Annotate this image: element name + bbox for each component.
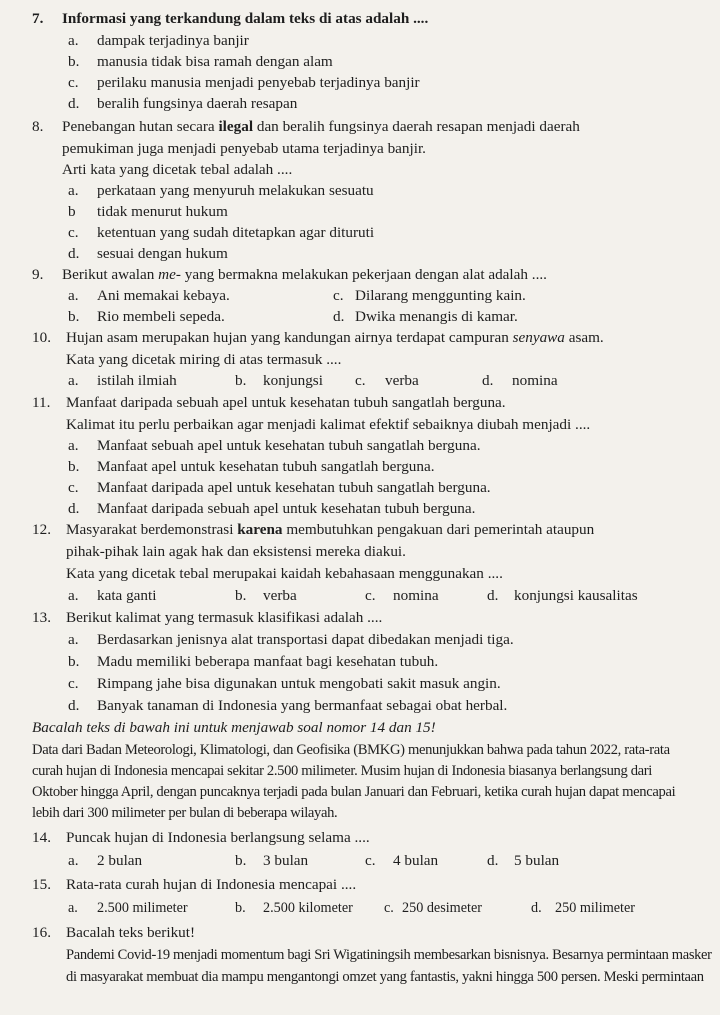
q12-option-d-letter: d. [487, 587, 499, 604]
q10-number: 10. [32, 329, 51, 346]
q12-bold-word: karena [237, 521, 283, 538]
q9-option-b: Rio membeli sepeda. [97, 308, 225, 325]
q15-option-d-letter: d. [531, 900, 542, 916]
q14-option-b: 3 bulan [263, 852, 309, 869]
q9-option-d: Dwika menangis di kamar. [355, 308, 518, 325]
q13-option-c-letter: c. [68, 675, 79, 692]
q15-number: 15. [32, 876, 51, 893]
q16-question: Bacalah teks berikut! [66, 924, 196, 941]
q12-text-part-1: Masyarakat berdemonstrasi [66, 521, 238, 538]
q9-text-part-2: yang bermakna melakukan pekerjaan dengan alat adalah .... [180, 266, 547, 283]
q15-question: Rata-rata curah hujan di Indonesia mencapai .... [66, 876, 357, 893]
q11-option-d: Manfaat daripada sebuah apel untuk kesehatan tubuh berguna. [97, 500, 476, 517]
q8-option-a-letter: a. [68, 182, 79, 199]
q10-text-part-2: asam. [564, 329, 604, 346]
q10-option-a-letter: a. [68, 372, 79, 389]
q14-question: Puncak hujan di Indonesia berlangsung selama .... [66, 829, 370, 846]
q8-bold-word: ilegal [218, 118, 254, 135]
q14-number: 14. [32, 829, 51, 846]
q8-question-line-3: Arti kata yang dicetak tebal adalah .... [62, 161, 293, 178]
q12-option-c: nomina [393, 587, 439, 604]
q9-option-c-letter: c. [333, 287, 344, 304]
q9-italic-affix: me- [158, 266, 181, 283]
q11-question-line-2: Kalimat itu perlu perbaikan agar menjadi kalimat efektif sebaiknya diubah menjadi .... [66, 416, 591, 433]
q13-option-b-letter: b. [68, 653, 80, 670]
q15-option-a-letter: a. [68, 900, 78, 916]
reading-instruction: Bacalah teks di bawah ini untuk menjawab soal nomor 14 dan 15! [32, 719, 436, 736]
q12-question-line-2: pihak-pihak lain agak hak dan eksistensi mereka diakui. [66, 543, 406, 560]
q8-option-c-letter: c. [68, 224, 79, 241]
q10-option-d-letter: d. [482, 372, 494, 389]
q8-option-b-letter: b [68, 203, 76, 220]
q7-number: 7. [32, 10, 44, 27]
q8-question-line-1 [62, 118, 580, 136]
q14-option-c: 4 bulan [393, 852, 439, 869]
q14-option-b-letter: b. [235, 852, 247, 869]
q11-question: Manfaat daripada sebuah apel untuk kesehatan tubuh sangatlah berguna. [66, 394, 506, 411]
q11-number: 11. [32, 394, 51, 411]
q16-number: 16. [32, 924, 51, 941]
q9-number: 9. [32, 266, 44, 283]
q12-question-line-3: Kata yang dicetak tebal merupakai kaidah kebahasaan menggunakan .... [66, 565, 503, 582]
q13-option-a-letter: a. [68, 631, 79, 648]
q13-option-a: Berdasarkan jenisnya alat transportasi dapat dibedakan menjadi tiga. [97, 631, 514, 648]
q10-italic-word: senyawa [512, 329, 565, 346]
q14-option-d-letter: d. [487, 852, 499, 869]
q10-option-c: verba [385, 372, 419, 389]
q8-number: 8. [32, 118, 44, 135]
q11-option-c: Manfaat daripada apel untuk kesehatan tubuh sangatlah berguna. [97, 479, 491, 496]
q9-option-c: Dilarang menggunting kain. [355, 287, 526, 304]
q8-option-c: ketentuan yang sudah ditetapkan agar dituruti [97, 224, 375, 241]
q13-option-d: Banyak tanaman di Indonesia yang bermanfaat sebagai obat herbal. [97, 697, 508, 714]
q10-question-line-2: Kata yang dicetak miring di atas termasuk .... [66, 351, 342, 368]
q15-option-b-letter: b. [235, 900, 246, 916]
q11-option-a-letter: a. [68, 437, 79, 454]
q12-option-c-letter: c. [365, 587, 376, 604]
q11-option-c-letter: c. [68, 479, 79, 496]
q12-number: 12. [32, 521, 51, 538]
q8-option-d-letter: d. [68, 245, 80, 262]
q9-text-part-1: Berikut awalan [62, 266, 159, 283]
q11-option-b-letter: b. [68, 458, 80, 475]
q8-option-a: perkataan yang menyuruh melakukan sesuatu [97, 182, 374, 199]
q13-number: 13. [32, 609, 51, 626]
q7-option-c: perilaku manusia menjadi penyebab terjadinya banjir [97, 74, 420, 91]
q12-option-a: kata ganti [97, 587, 157, 604]
q7-option-d: beralih fungsinya daerah resapan [97, 95, 298, 112]
q14-option-a-letter: a. [68, 852, 79, 869]
q8-text-part-2: dan beralih fungsinya daerah resapan menjadi daerah [253, 118, 580, 135]
passage-line-4: lebih dari 300 milimeter per bulan di beberapa wilayah. [32, 805, 338, 821]
q16-passage-line-1: Pandemi Covid-19 menjadi momentum bagi Sri Wigatiningsih membesarkan bisnisnya. Besarnya permintaan masker [66, 947, 712, 963]
q12-text-part-2: membutuhkan pengakuan dari pemerintah ataupun [282, 521, 595, 538]
q11-option-d-letter: d. [68, 500, 80, 517]
q14-option-c-letter: c. [365, 852, 376, 869]
q12-option-d: konjungsi kausalitas [514, 587, 638, 604]
q16-passage-line-2: di masyarakat membuat dia mampu mengantongi omzet yang fantastis, yakni hingga 500 persen. Meski permintaan [66, 969, 704, 985]
q14-option-a: 2 bulan [97, 852, 143, 869]
q15-option-c: 250 desimeter [402, 900, 482, 916]
q8-text-part-1: Penebangan hutan secara [62, 118, 219, 135]
passage-line-2: curah hujan di Indonesia mencapai sekitar 2.500 milimeter. Musim hujan di Indonesia biasanya berlangsung dari [32, 763, 653, 779]
q11-option-b: Manfaat apel untuk kesehatan tubuh sangatlah berguna. [97, 458, 435, 475]
q9-question [62, 266, 547, 284]
q8-question-line-2: pemukiman juga menjadi penyebab utama terjadinya banjir. [62, 140, 426, 157]
q8-option-d: sesuai dengan hukum [97, 245, 228, 262]
q10-option-b: konjungsi [263, 372, 323, 389]
q15-option-c-letter: c. [384, 900, 394, 916]
q13-option-d-letter: d. [68, 697, 80, 714]
q10-text-part-1: Hujan asam merupakan hujan yang kandungan airnya terdapat campuran [66, 329, 513, 346]
q10-option-b-letter: b. [235, 372, 247, 389]
q12-option-b: verba [263, 587, 297, 604]
q12-question-line-1 [66, 521, 594, 539]
q7-option-a-letter: a. [68, 32, 79, 49]
q14-option-d: 5 bulan [514, 852, 560, 869]
q9-option-a: Ani memakai kebaya. [97, 287, 230, 304]
q9-option-a-letter: a. [68, 287, 79, 304]
q7-option-a: dampak terjadinya banjir [97, 32, 249, 49]
q15-option-b: 2.500 kilometer [263, 900, 353, 916]
q9-option-b-letter: b. [68, 308, 80, 325]
q15-option-d: 250 milimeter [555, 900, 635, 916]
q12-option-a-letter: a. [68, 587, 79, 604]
q9-option-d-letter: d. [333, 308, 345, 325]
passage-line-1: Data dari Badan Meteorologi, Klimatologi, dan Geofisika (BMKG) menunjukkan bahwa pada tahun 2022, rata-rata [32, 742, 670, 758]
q7-option-d-letter: d. [68, 95, 80, 112]
q10-option-c-letter: c. [355, 372, 366, 389]
q15-option-a: 2.500 milimeter [97, 900, 188, 916]
q7-question: Informasi yang terkandung dalam teks di atas adalah .... [62, 10, 429, 27]
q13-option-b: Madu memiliki beberapa manfaat bagi kesehatan tubuh. [97, 653, 439, 670]
q11-option-a: Manfaat sebuah apel untuk kesehatan tubuh sangatlah berguna. [97, 437, 481, 454]
q10-option-a: istilah ilmiah [97, 372, 177, 389]
q13-option-c: Rimpang jahe bisa digunakan untuk mengobati sakit masuk angin. [97, 675, 501, 692]
passage-line-3: Oktober hingga April, dengan puncaknya terjadi pada bulan Januari dan Februari, ketika curah hujan dapat mencapai [32, 784, 676, 800]
q12-option-b-letter: b. [235, 587, 247, 604]
q7-option-b: manusia tidak bisa ramah dengan alam [97, 53, 333, 70]
q10-option-d: nomina [512, 372, 558, 389]
q7-option-b-letter: b. [68, 53, 80, 70]
q10-question [66, 329, 604, 347]
q7-option-c-letter: c. [68, 74, 79, 91]
q13-question: Berikut kalimat yang termasuk klasifikasi adalah .... [66, 609, 383, 626]
q8-option-b: tidak menurut hukum [97, 203, 228, 220]
